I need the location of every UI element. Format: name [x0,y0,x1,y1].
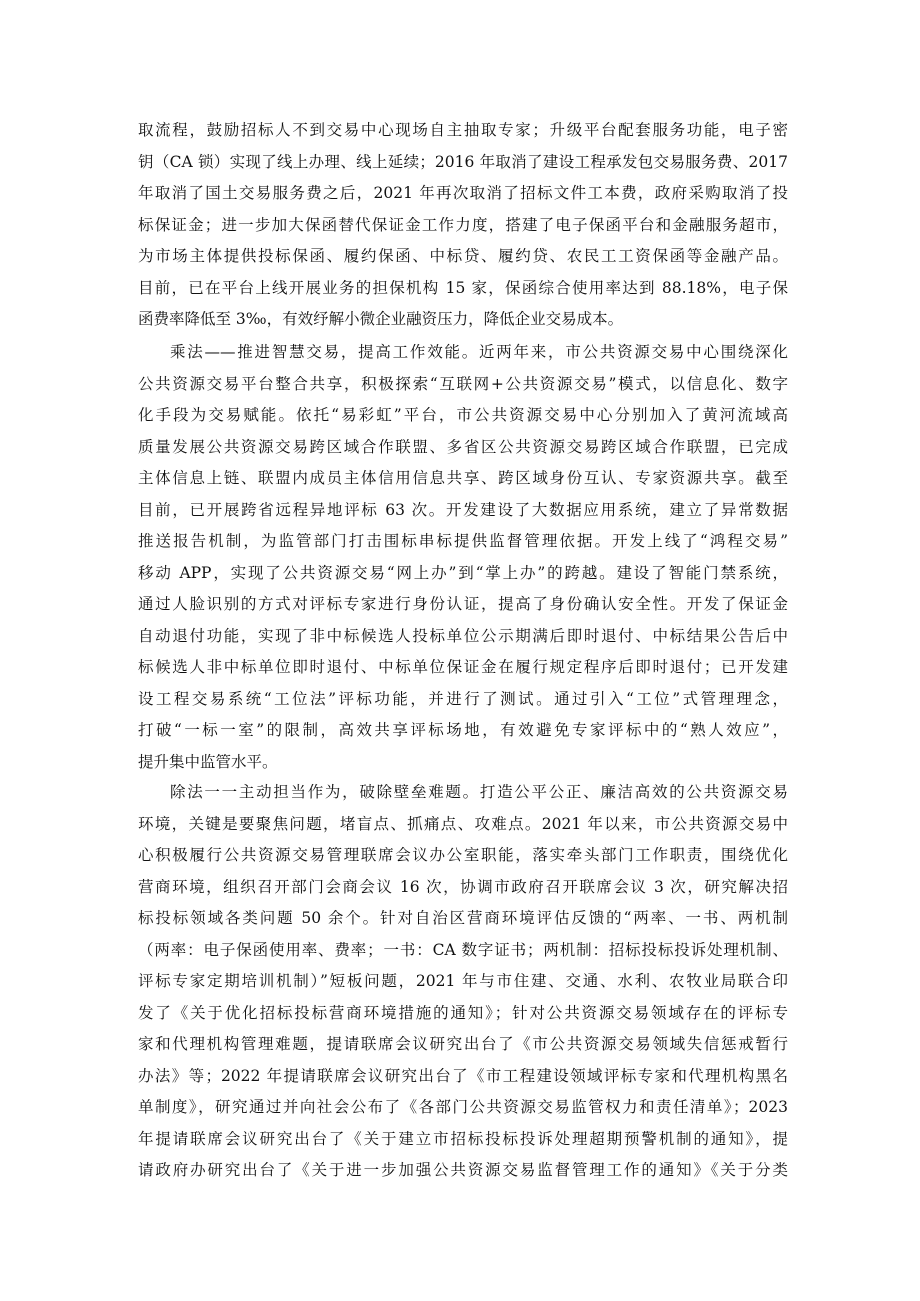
text-line: 单制度》，研究通过并向社会公布了《各部门公共资源交易监管权力和责任清单》；2023 [138,1098,788,1116]
text-line: 家和代理机构管理难题，提请联席会议研究出台了《市公共资源交易领域失信惩戒暂行 [138,1035,788,1053]
text-line: 主体信息上链、联盟内成员主体信用信息共享、跨区域身份互认、专家资源共享。截至 [138,469,788,487]
text-line: 年提请联席会议研究出台了《关于建立市招标投标投诉处理超期预警机制的通知》，提 [138,1129,788,1148]
text-line: 推送报告机制，为监管部门打击围标串标提供监督管理依据。开发上线了“鸿程交易” [138,532,788,550]
text-line: 函费率降低至 3‰，有效纾解小微企业融资压力，降低企业交易成本。 [138,310,624,328]
text-line: 质量发展公共资源交易跨区域合作联盟、多省区公共资源交易跨区域合作联盟，已完成 [138,437,788,456]
text-line: 营商环境，组织召开部门会商会议 16 次，协调市政府召开联席会议 3 次，研究解决招 [138,877,788,896]
text-line: 目前，已在平台上线开展业务的担保机构 15 家，保函综合使用率达到 88.18%，电子保 [138,278,788,297]
text-line: 取流程，鼓励招标人不到交易中心现场自主抽取专家；升级平台配套服务功能，电子密 [138,121,788,139]
text-line: 评标专家定期培训机制）”短板问题，2021 年与市住建、交通、水利、农牧业局联合印 [138,972,788,990]
paragraph-fee-reduction [138,115,788,336]
text-line: 移动 APP，实现了公共资源交易“网上办”到“掌上办”的跨越。建设了智能门禁系统， [138,563,788,582]
text-line: 为市场主体提供投标保函、履约保函、中标贷、履约贷、农民工工资保函等金融产品。 [138,247,788,265]
text-line: 化手段为交易赋能。依托“易彩虹”平台，市公共资源交易中心分别加入了黄河流域高 [138,406,788,424]
text-line: 心积极履行公共资源交易管理联席会议办公室职能，落实牵头部门工作职责，围绕优化 [138,846,788,864]
text-line: 通过人脸识别的方式对评标专家进行身份认证，提高了身份确认安全性。开发了保证金 [138,595,788,613]
text-line: 办法》等；2022 年提请联席会议研究出台了《市工程建设领域评标专家和代理机构黑名 [138,1066,788,1085]
text-line: 标保证金；进一步加大保函替代保证金工作力度，搭建了电子保函平台和金融服务超市， [138,215,788,234]
text-line: 提升集中监管水平。 [138,752,278,771]
text-line: 标候选人非中标单位即时退付、中标单位保证金在履行规定程序后即时退付；已开发建 [138,658,788,676]
text-line: 年取消了国土交易服务费之后，2021 年再次取消了招标文件工本费，政府采购取消了投 [138,184,788,202]
text-line: （两率：电子保函使用率、费率；一书：CA 数字证书；两机制：招标投标投诉处理机制、 [138,940,788,959]
text-line: 钥（CA 锁）实现了线上办理、线上延续；2016 年取消了建设工程承发包交易服务费、2017 [138,152,788,171]
paragraph-multiplication [138,337,788,778]
text-line: 请政府办研究出台了《关于进一步加强公共资源交易监督管理工作的通知》《关于分类 [138,1161,788,1179]
text-line: 环境，关键是要聚焦问题，堵盲点、抓痛点、攻难点。2021 年以来，市公共资源交易中 [138,814,788,833]
text-line: 打破“一标一室”的限制，高效共享评标场地，有效避免专家评标中的“熟人效应”， [138,721,788,739]
text-line: 乘法——推进智慧交易，提高工作效能。近两年来，市公共资源交易中心围绕深化 [170,343,788,361]
text-line: 除法一一主动担当作为，破除壁垒难题。打造公平公正、廉洁高效的公共资源交易 [170,783,788,801]
text-line: 自动退付功能，实现了非中标候选人投标单位公示期满后即时退付、中标结果公告后中 [138,626,788,645]
text-line: 标投标领域各类问题 50 余个。针对自治区营商环境评估反馈的“两率、一书、两机制 [138,909,788,927]
text-line: 设工程交易系统“工位法”评标功能，并进行了测试。通过引入“工位”式管理理念， [138,689,788,708]
text-line: 发了《关于优化招标投标营商环境措施的通知》；针对公共资源交易领域存在的评标专 [138,1003,788,1022]
text-line: 目前，已开展跨省远程异地评标 63 次。开发建设了大数据应用系统，建立了异常数据 [138,500,788,519]
paragraph-division [138,777,788,1187]
text-line: 公共资源交易平台整合共享，积极探索“互联网+公共资源交易”模式，以信息化、数字 [138,374,788,393]
